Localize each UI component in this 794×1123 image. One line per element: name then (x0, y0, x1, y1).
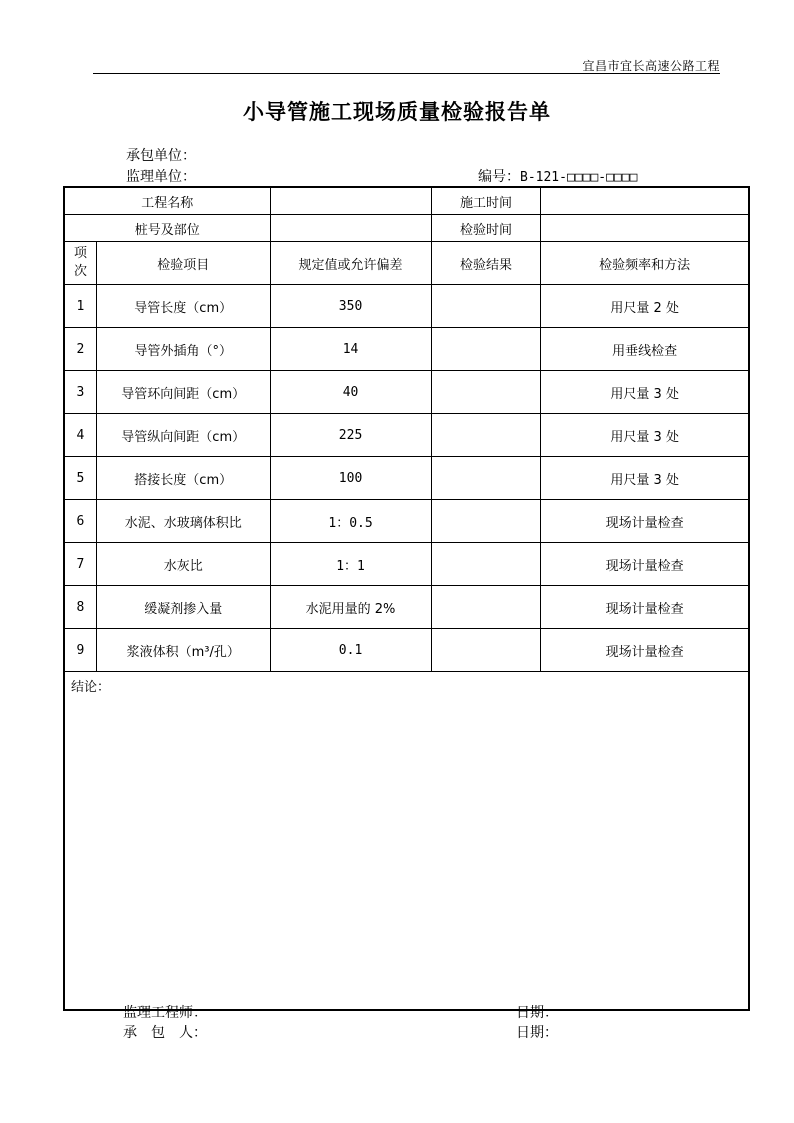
project-name-row (64, 187, 749, 215)
station-field[interactable] (270, 215, 431, 242)
row-item: 导管纵向间距（cm） (96, 414, 270, 457)
station-label: 桩号及部位 (64, 215, 270, 242)
col-seq-label: 项次 (73, 246, 87, 279)
construction-time-field[interactable] (541, 187, 749, 215)
row-seq: 3 (64, 371, 96, 414)
conclusion-row (64, 672, 749, 1011)
project-name-field[interactable] (270, 187, 431, 215)
row-method: 用尺量 2 处 (541, 285, 749, 328)
form-number-value: B-121-□□□□-□□□□ (520, 170, 638, 185)
row-spec: 100 (270, 457, 431, 500)
station-row (64, 215, 749, 242)
table-row (64, 414, 749, 457)
conclusion-label: 结论： (71, 680, 111, 695)
row-method: 现场计量检查 (541, 629, 749, 672)
col-seq-header (64, 242, 96, 285)
row-item: 水泥、水玻璃体积比 (96, 500, 270, 543)
row-item: 导管环向间距（cm） (96, 371, 270, 414)
row-spec: 225 (270, 414, 431, 457)
table-row (64, 328, 749, 371)
contractor-date-label: 日期： (516, 1025, 558, 1041)
row-method: 用尺量 3 处 (541, 414, 749, 457)
row-spec: 14 (270, 328, 431, 371)
row-result[interactable] (431, 414, 541, 457)
row-item: 导管外插角（°） (96, 328, 270, 371)
engineer-signature-label: 监理工程师： (123, 1005, 207, 1021)
form-number (478, 166, 637, 186)
row-method: 现场计量检查 (541, 543, 749, 586)
row-result[interactable] (431, 285, 541, 328)
row-spec: 1：1 (270, 543, 431, 586)
row-method: 现场计量检查 (541, 500, 749, 543)
page-title: 小导管施工现场质量检验报告单 (243, 99, 551, 124)
table-row (64, 285, 749, 328)
row-seq: 7 (64, 543, 96, 586)
form-number-label: 编号： (478, 169, 520, 185)
row-method: 用尺量 3 处 (541, 457, 749, 500)
column-header-row (64, 242, 749, 285)
row-seq: 2 (64, 328, 96, 371)
row-item: 水灰比 (96, 543, 270, 586)
header-divider (93, 73, 720, 74)
contractor-unit-label: 承包单位： (126, 148, 196, 164)
row-item: 浆液体积（m³/孔） (96, 629, 270, 672)
col-spec-header: 规定值或允许偏差 (270, 242, 431, 285)
conclusion-field[interactable] (64, 672, 749, 1011)
row-result[interactable] (431, 500, 541, 543)
row-item: 搭接长度（cm） (96, 457, 270, 500)
col-method-header: 检验频率和方法 (541, 242, 749, 285)
row-result[interactable] (431, 371, 541, 414)
row-seq: 1 (64, 285, 96, 328)
row-item: 导管长度（cm） (96, 285, 270, 328)
inspection-time-field[interactable] (541, 215, 749, 242)
row-result[interactable] (431, 328, 541, 371)
construction-time-label: 施工时间 (431, 187, 541, 215)
row-method: 用尺量 3 处 (541, 371, 749, 414)
project-name-label: 工程名称 (64, 187, 270, 215)
contractor-signature-label: 承 包 人： (123, 1025, 207, 1041)
engineer-date-label: 日期： (516, 1005, 558, 1021)
table-row (64, 457, 749, 500)
table-row (64, 371, 749, 414)
row-spec: 350 (270, 285, 431, 328)
row-method: 用垂线检查 (541, 328, 749, 371)
row-spec: 1：0.5 (270, 500, 431, 543)
row-seq: 9 (64, 629, 96, 672)
row-seq: 6 (64, 500, 96, 543)
project-name-header: 宜昌市宜长高速公路工程 (582, 59, 720, 73)
table-row (64, 543, 749, 586)
table-row (64, 629, 749, 672)
row-spec: 水泥用量的 2% (270, 586, 431, 629)
row-result[interactable] (431, 586, 541, 629)
row-seq: 5 (64, 457, 96, 500)
row-item: 缓凝剂掺入量 (96, 586, 270, 629)
row-seq: 8 (64, 586, 96, 629)
row-result[interactable] (431, 543, 541, 586)
row-result[interactable] (431, 629, 541, 672)
inspection-form-table (63, 186, 750, 1011)
row-method: 现场计量检查 (541, 586, 749, 629)
row-seq: 4 (64, 414, 96, 457)
col-item-header: 检验项目 (96, 242, 270, 285)
table-row (64, 586, 749, 629)
row-spec: 40 (270, 371, 431, 414)
table-row (64, 500, 749, 543)
row-result[interactable] (431, 457, 541, 500)
row-spec: 0.1 (270, 629, 431, 672)
col-result-header: 检验结果 (431, 242, 541, 285)
supervisor-unit-label: 监理单位： (126, 169, 196, 185)
inspection-time-label: 检验时间 (431, 215, 541, 242)
